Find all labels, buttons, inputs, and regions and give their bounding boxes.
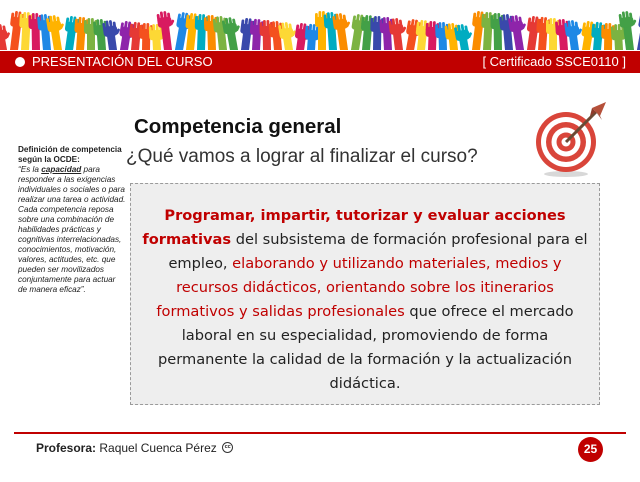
raised-hands-banner bbox=[0, 0, 640, 50]
statement-highlight-1: Programar, impartir, tutorizar y evaluar acciones formativas bbox=[142, 207, 566, 248]
statement-highlight-2: elaborando y utilizando materiales, medios y recursos didácticos, orientando sobre los itinerarios formativos y salidas profesionales bbox=[156, 255, 562, 320]
definition-heading: Definición de competencia según la OCDE: bbox=[18, 145, 122, 164]
quote-keyword: capacidad bbox=[41, 165, 82, 174]
hands-illustration bbox=[0, 0, 640, 50]
target-arrow-icon bbox=[530, 96, 612, 178]
statement-text-1: del subsistema de formación profesional para el empleo, bbox=[168, 231, 588, 272]
competence-definition bbox=[18, 145, 126, 295]
certificate-code: [ Certificado SSCE0110 ] bbox=[482, 54, 626, 69]
header-bar bbox=[0, 51, 640, 73]
author-label: Profesora: bbox=[36, 441, 97, 455]
competence-statement bbox=[137, 204, 593, 396]
slide-subtitle: ¿Qué vamos a lograr al finalizar el curso? bbox=[126, 146, 478, 167]
competence-statement-box bbox=[130, 183, 600, 405]
footer-author bbox=[36, 441, 233, 455]
statement-text-2: que ofrece el mercado laboral en su especialidad, promoviendo de forma permanente la calidad de la formación y la actualización didáctica. bbox=[158, 303, 574, 392]
quote-start: “Es la bbox=[18, 165, 42, 174]
section-title: PRESENTACIÓN DEL CURSO bbox=[32, 54, 213, 69]
definition-quote bbox=[18, 165, 126, 295]
creative-commons-icon: cc bbox=[222, 442, 233, 453]
footer-divider bbox=[14, 432, 626, 434]
page-number-badge: 25 bbox=[578, 437, 603, 462]
quote-rest: para responder a las exigencias individuales o sociales o para realizar una tarea o actividad. Cada competencia reposa sobre una combinación de habilidades prácticas y cognitivas interrelacionadas, conocimientos, motivación, valores, actitudes, etc. que pueden ser movilizados conjuntamente para actuar de manera eficaz”. bbox=[18, 165, 126, 294]
author-name: Raquel Cuenca Pérez bbox=[96, 441, 217, 455]
slide-title: Competencia general bbox=[134, 115, 342, 138]
bullet-icon bbox=[15, 57, 25, 67]
